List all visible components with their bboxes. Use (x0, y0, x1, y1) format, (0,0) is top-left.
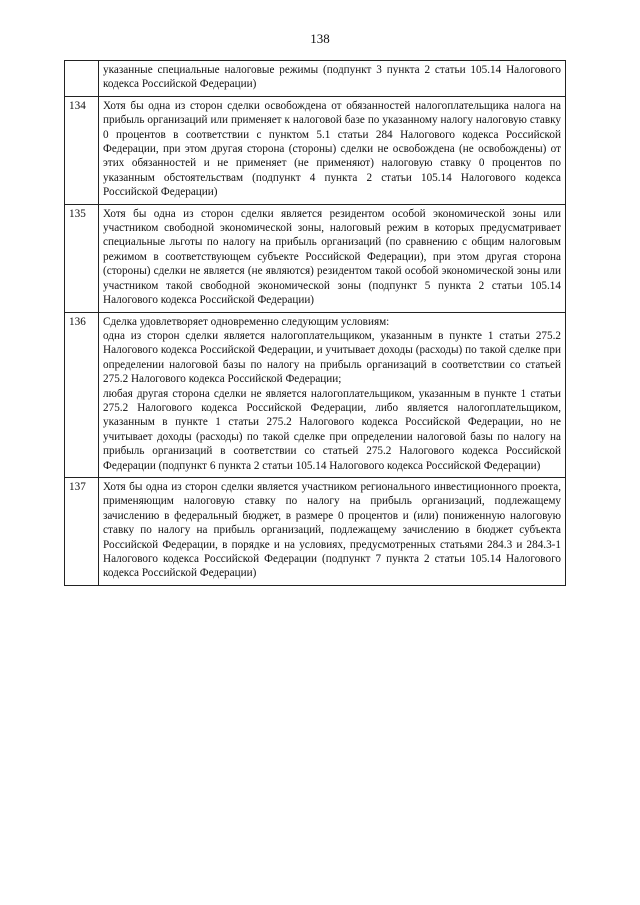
row-paragraph: Хотя бы одна из сторон сделки является резидентом особой экономической зоны или участником свободной экономической зоны, налоговый режим в которых предусматривает специальные льготы по налогу на прибыль организаций (по сравнению с общим налоговым режимом в соответствующем субъекте Российской Федерации), при этом другая сторона (стороны) сделки не является (не являются) резидентом такой особой экономической зоны или участником такой свободной экономической зоны (подпункт 5 пункта 2 статьи 105.14 Налогового кодекса Российской Федерации) (103, 207, 561, 307)
row-text (99, 312, 566, 477)
row-text (99, 61, 566, 97)
table-row (65, 61, 566, 97)
row-paragraph: любая другая сторона сделки не является налогоплательщиком, указанным в пункте 1 статьи 275.2 Налогового кодекса Российской Федерации, либо является налогоплательщиком, указанным в пункте 1 статьи 275.2 Налогового кодекса Российской Федерации, но не учитывает доходы (расходы) по такой сделке при определении налоговой базы по налогу на прибыль организаций в соответствии со статьей 275.2 Налогового кодекса Российской Федерации (подпункт 6 пункта 2 статьи 105.14 Налогового кодекса Российской Федерации) (103, 387, 561, 472)
row-paragraph: Сделка удовлетворяет одновременно следующим условиям: (103, 315, 390, 328)
row-paragraph: Хотя бы одна из сторон сделки освобождена от обязанностей налогоплательщика налога на прибыль организаций или применяет к налоговой базе по указанному налогу налоговую ставку 0 процентов в соответствии с пунктом 5.1 статьи 284 Налогового кодекса Российской Федерации, при этом другая сторона (стороны) сделки не освобождена (не освобождены) от этих обязанностей и не применяет (не применяют) налоговую ставку 0 процентов по указанным обстоятельствам (подпункт 4 пункта 2 статьи 105.14 Налогового кодекса Российской Федерации) (103, 99, 561, 199)
table-row (65, 204, 566, 312)
row-paragraph: Хотя бы одна из сторон сделки является участником регионального инвестиционного проекта, применяющим налоговую ставку по налогу на прибыль организаций, подлежащему зачислению в федеральный бюджет, в размере 0 процентов и (или) пониженную налоговую ставку по налогу на прибыль организаций, подлежащему зачислению в бюджет субъекта Российской Федерации, в порядке и на условиях, предусмотренных статьями 284.3 и 284.3-1 Налогового кодекса Российской Федерации (подпункт 7 пункта 2 статьи 105.14 Налогового кодекса Российской Федерации) (103, 480, 561, 580)
row-number: 135 (65, 204, 99, 312)
row-paragraph: одна из сторон сделки является налогоплательщиком, указанным в пункте 1 статьи 275.2 Налогового кодекса Российской Федерации, и учитывает доходы (расходы) по такой сделке при определении налоговой базы по налогу на прибыль организаций в соответствии со статьей 275.2 Налогового кодекса Российской Федерации; (103, 329, 561, 386)
row-number: 134 (65, 96, 99, 204)
row-paragraph: указанные специальные налоговые режимы (подпункт 3 пункта 2 статьи 105.14 Налогового кодекса Российской Федерации) (103, 64, 561, 91)
table-row (65, 312, 566, 477)
row-text (99, 477, 566, 585)
table-row (65, 477, 566, 585)
row-text (99, 96, 566, 204)
page-number: 138 (310, 31, 330, 46)
row-number: 136 (65, 312, 99, 477)
row-text (99, 204, 566, 312)
table-row (65, 96, 566, 204)
row-number (65, 61, 99, 97)
row-number: 137 (65, 477, 99, 585)
document-table (64, 60, 566, 586)
